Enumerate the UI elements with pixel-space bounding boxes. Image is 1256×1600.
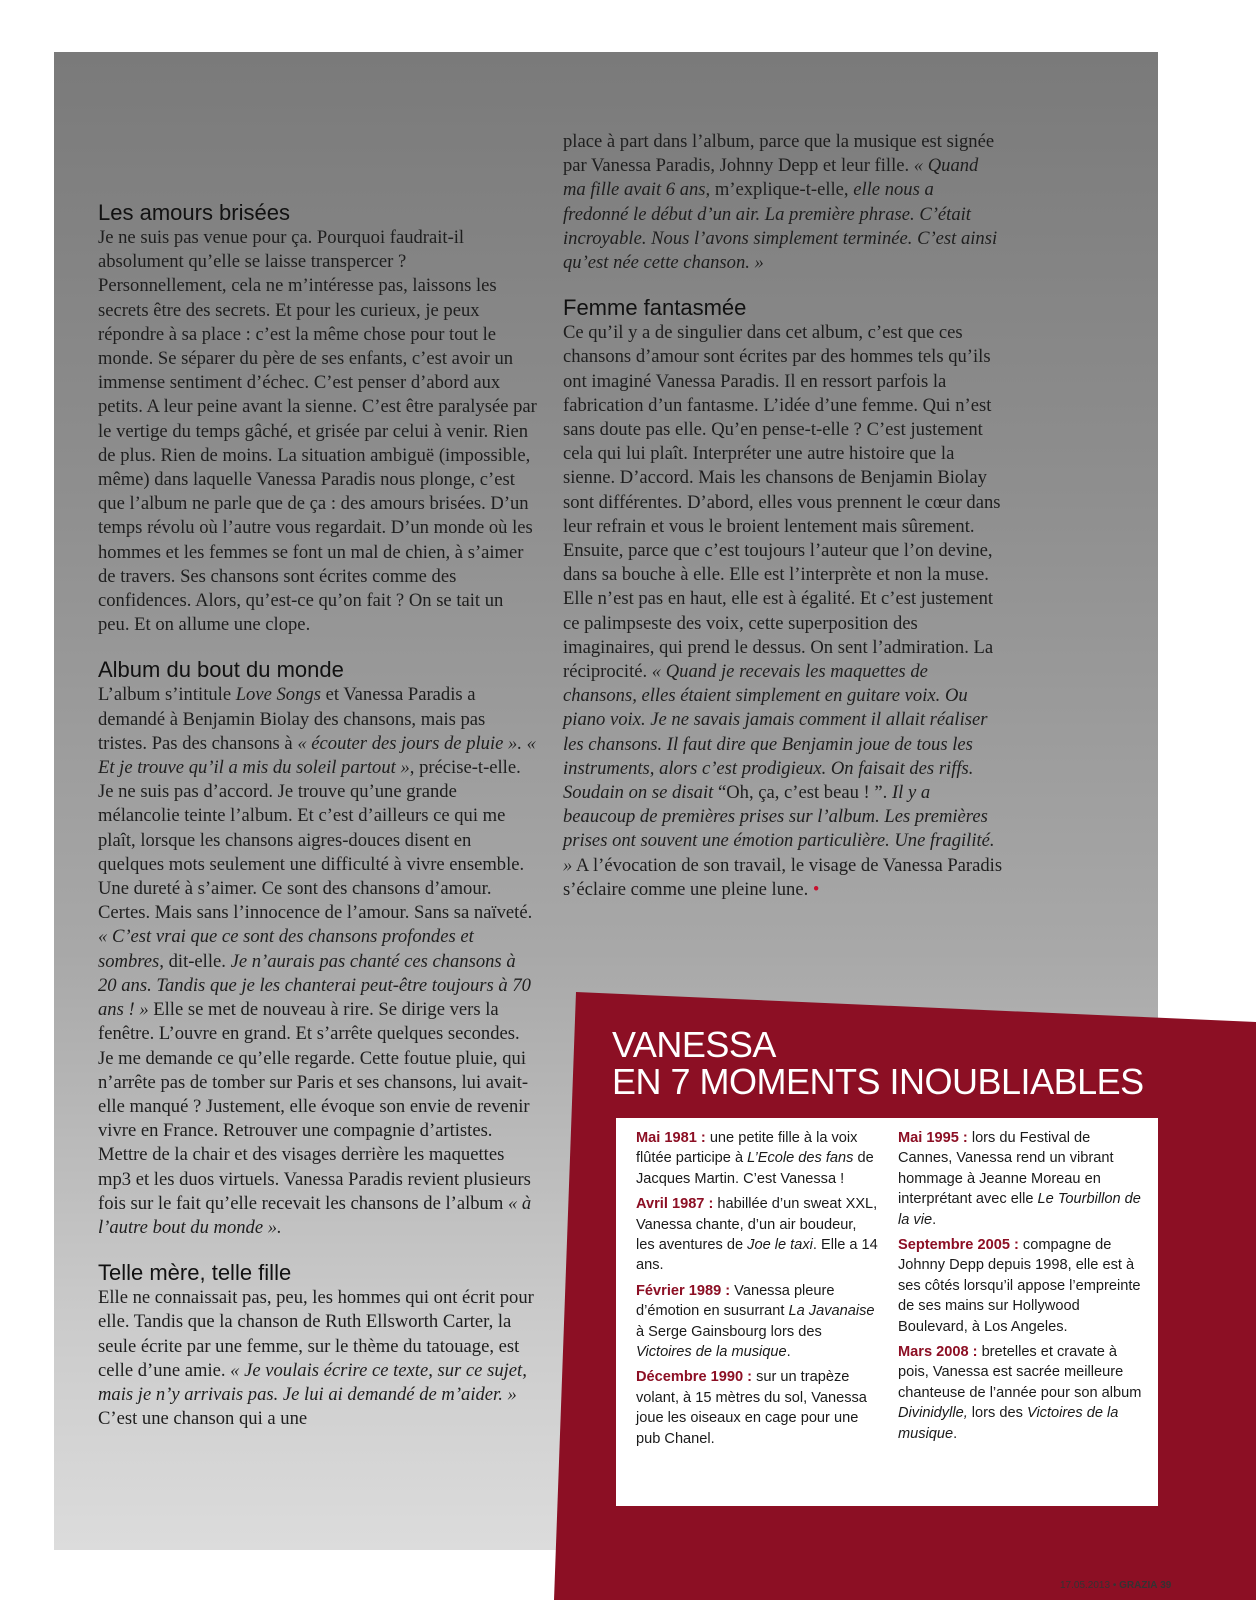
paragraph: L’album s’intitule Love Songs et Vanessa Paradis a demandé à Benjamin Biolay des chansons, mais pas tristes. Pas des chansons à « écouter des jours de pluie ». « Et je trouve qu’il a mis du soleil partout », précise-t-elle. Je ne suis pas d’accord. Je trouve qu’une grande mélancolie teinte l’album. Et c’est d’ailleurs ce qui me plaît, lorsque les chansons aigres-douces disent en quelques mots seulement une difficulté à vivre ensemble. Une dureté à s’aimer. Ce sont des chansons d’amour. Certes. Mais sans l’innocence de l’amour. Sans sa naïveté. « C’est vrai que ce sont des chansons profondes et sombres, dit-elle. Je n’aurais pas chanté ces chansons à 20 ans. Tandis que je les chanterai peut-être toujours à 70 ans ! » Elle se met de nouveau à rire. Se dirige vers la fenêtre. L’ouvre en grand. Et s’arrête quelques secondes. Je me demande ce qu’elle regarde. Cette foutue pluie, qui n’arrête pas de tomber sur Paris et ses chansons, lui avait-elle manqué ? Justement, elle évoque son envie de revenir vivre en France. Retrouver une compagnie d’artistes. Mettre de la chair et des visages derrière les maquettes mp3 et les duos virtuels. Vanessa Paradis revient plusieurs fois sur le fait qu’elle recevait les chansons de l’album « à l’autre bout du monde ». xyxy=(98,684,536,1238)
moment-item: Septembre 2005 : compagne de Johnny Depp depuis 1998, elle est à ses côtés lorsqu’il appose l’empreinte de ses mains sur Hollywood Boulevard, à Los Angeles. xyxy=(898,1237,1141,1335)
moment-item: Mai 1995 : lors du Festival de Cannes, Vanessa rend un vibrant hommage à Jeanne Moreau en interprétant avec elle Le Tourbillon de la vie. xyxy=(898,1130,1141,1228)
section-heading: Femme fantasmée xyxy=(563,295,747,321)
moment-item: Mars 2008 : bretelles et cravate à pois, Vanessa est sacrée meilleure chanteuse de l’année pour son album Divinidylle, lors des Victoires de la musique. xyxy=(898,1344,1142,1442)
page-footer: 17.05.2013 • GRAZIA 39 xyxy=(1060,1580,1172,1591)
paragraph: Je ne suis pas venue pour ça. Pourquoi faudrait-il absolument qu’elle se laisse transpercer ? Personnellement, cela ne m’intéresse pas, laissons les secrets être des secrets. Et pour les curieux, je peux répondre à sa place : c’est la même chose pour tout le monde. Se séparer du père de ses enfants, c’est avoir un immense sentiment d’échec. C’est penser d’abord aux petits. A leur peine avant la sienne. C’est être paralysée par le vertige du temps gâché, et grisée par celui à venir. Rien de plus. Rien de moins. La situation ambiguë (impossible, même) dans laquelle Vanessa Paradis nous plonge, c’est que l’album ne parle que de ça : des amours brisées. D’un temps révolu où l’autre vous regardait. D’un monde où les hommes et les femmes se font un mal de chien, à s’aimer de travers. Ses chansons sont écrites comme des confidences. Alors, qu’est-ce qu’on fait ? On se tait un peu. Et on allume une clope. xyxy=(98,227,537,636)
magazine-name: GRAZIA xyxy=(1119,1580,1158,1591)
paragraph: place à part dans l’album, parce que la musique est signée par Vanessa Paradis, Johnny Depp et leur fille. « Quand ma fille avait 6 ans, m’explique-t-elle, elle nous a fredonné le début d’un air. La première phrase. C’était incroyable. Nous l’avons simplement terminée. C’est ainsi qu’est née cette chanson. » xyxy=(563,131,998,274)
section-heading: Les amours brisées xyxy=(98,200,290,225)
article-column-right xyxy=(563,130,1003,902)
section-heading: Telle mère, telle fille xyxy=(98,1260,292,1286)
sidebar-box-title: VANESSA EN 7 MOMENTS INOUBLIABLES xyxy=(612,1024,1144,1102)
moment-item: Décembre 1990 : sur un trapèze volant, à 15 mètres du sol, Vanessa joue les oiseaux en cage pour une pub Chanel. xyxy=(636,1369,867,1447)
page-number: 39 xyxy=(1160,1580,1172,1591)
article-column-left xyxy=(98,200,538,1431)
moments-column-left xyxy=(636,1128,878,1454)
paragraph: Ce qu’il y a de singulier dans cet album, c’est que ces chansons d’amour sont écrites par des hommes tels qu’ils ont imaginé Vanessa Paradis. Il en ressort parfois la fabrication d’un fantasme. L’idée d’une femme. Qui n’est sans doute pas elle. Qu’en pense-t-elle ? C’est justement cela qui lui plaît. Interpréter une autre histoire que la sienne. D’accord. Mais les chansons de Benjamin Biolay sont différentes. D’abord, elles vous prennent le cœur dans leur refrain et vous le broient lentement mais sûrement. Ensuite, parce que c’est toujours l’auteur que l’on devine, dans sa bouche à elle. Elle est l’interprète et non la muse. Elle n’est pas en haut, elle est à égalité. Et c’est justement ce palimpseste des voix, cette superposition des imaginaires, qui prend le dessus. On sent l’admiration. La réciprocité. « Quand je recevais les maquettes de chansons, elles étaient simplement en guitare voix. Ou piano voix. Je ne savais jamais comment il allait réaliser les chansons. Il faut dire que Benjamin joue de tous les instruments, alors c’est prodigieux. On faisait des riffs. Soudain on se disait “Oh, ça, c’est beau ! ”. Il y a beaucoup de premières prises sur l’album. Les premières prises ont souvent une émotion particulière. Une fragilité. » A l’évocation de son travail, le visage de Vanessa Paradis s’éclaire comme une pleine lune. • xyxy=(563,322,1003,900)
moment-item: Mai 1981 : une petite fille à la voix flûtée participe à L’Ecole des fans de Jacques Martin. C’est Vanessa ! xyxy=(636,1130,874,1187)
moment-item: Avril 1987 : habillée d’un sweat XXL, Vanessa chante, d’un air boudeur, les aventures de Joe le taxi. Elle a 14 ans. xyxy=(636,1196,878,1274)
paragraph: Elle ne connaissait pas, peu, les hommes qui ont écrit pour elle. Tandis que la chanson de Ruth Ellsworth Carter, la seule écrite par une femme, sur le thème du tatouage, est celle d’une amie. « Je voulais écrire ce texte, sur ce sujet, mais je n’y arrivais pas. Je lui ai demandé de m’aider. » C’est une chanson qui a une xyxy=(98,1287,534,1430)
section-heading: Album du bout du monde xyxy=(98,657,344,683)
moments-column-right xyxy=(898,1128,1144,1449)
moment-item: Février 1989 : Vanessa pleure d’émotion en susurrant La Javanaise à Serge Gainsbourg lors des Victoires de la musique. xyxy=(636,1282,875,1361)
end-mark-icon: • xyxy=(812,878,820,900)
issue-date: 17.05.2013 xyxy=(1060,1580,1111,1591)
